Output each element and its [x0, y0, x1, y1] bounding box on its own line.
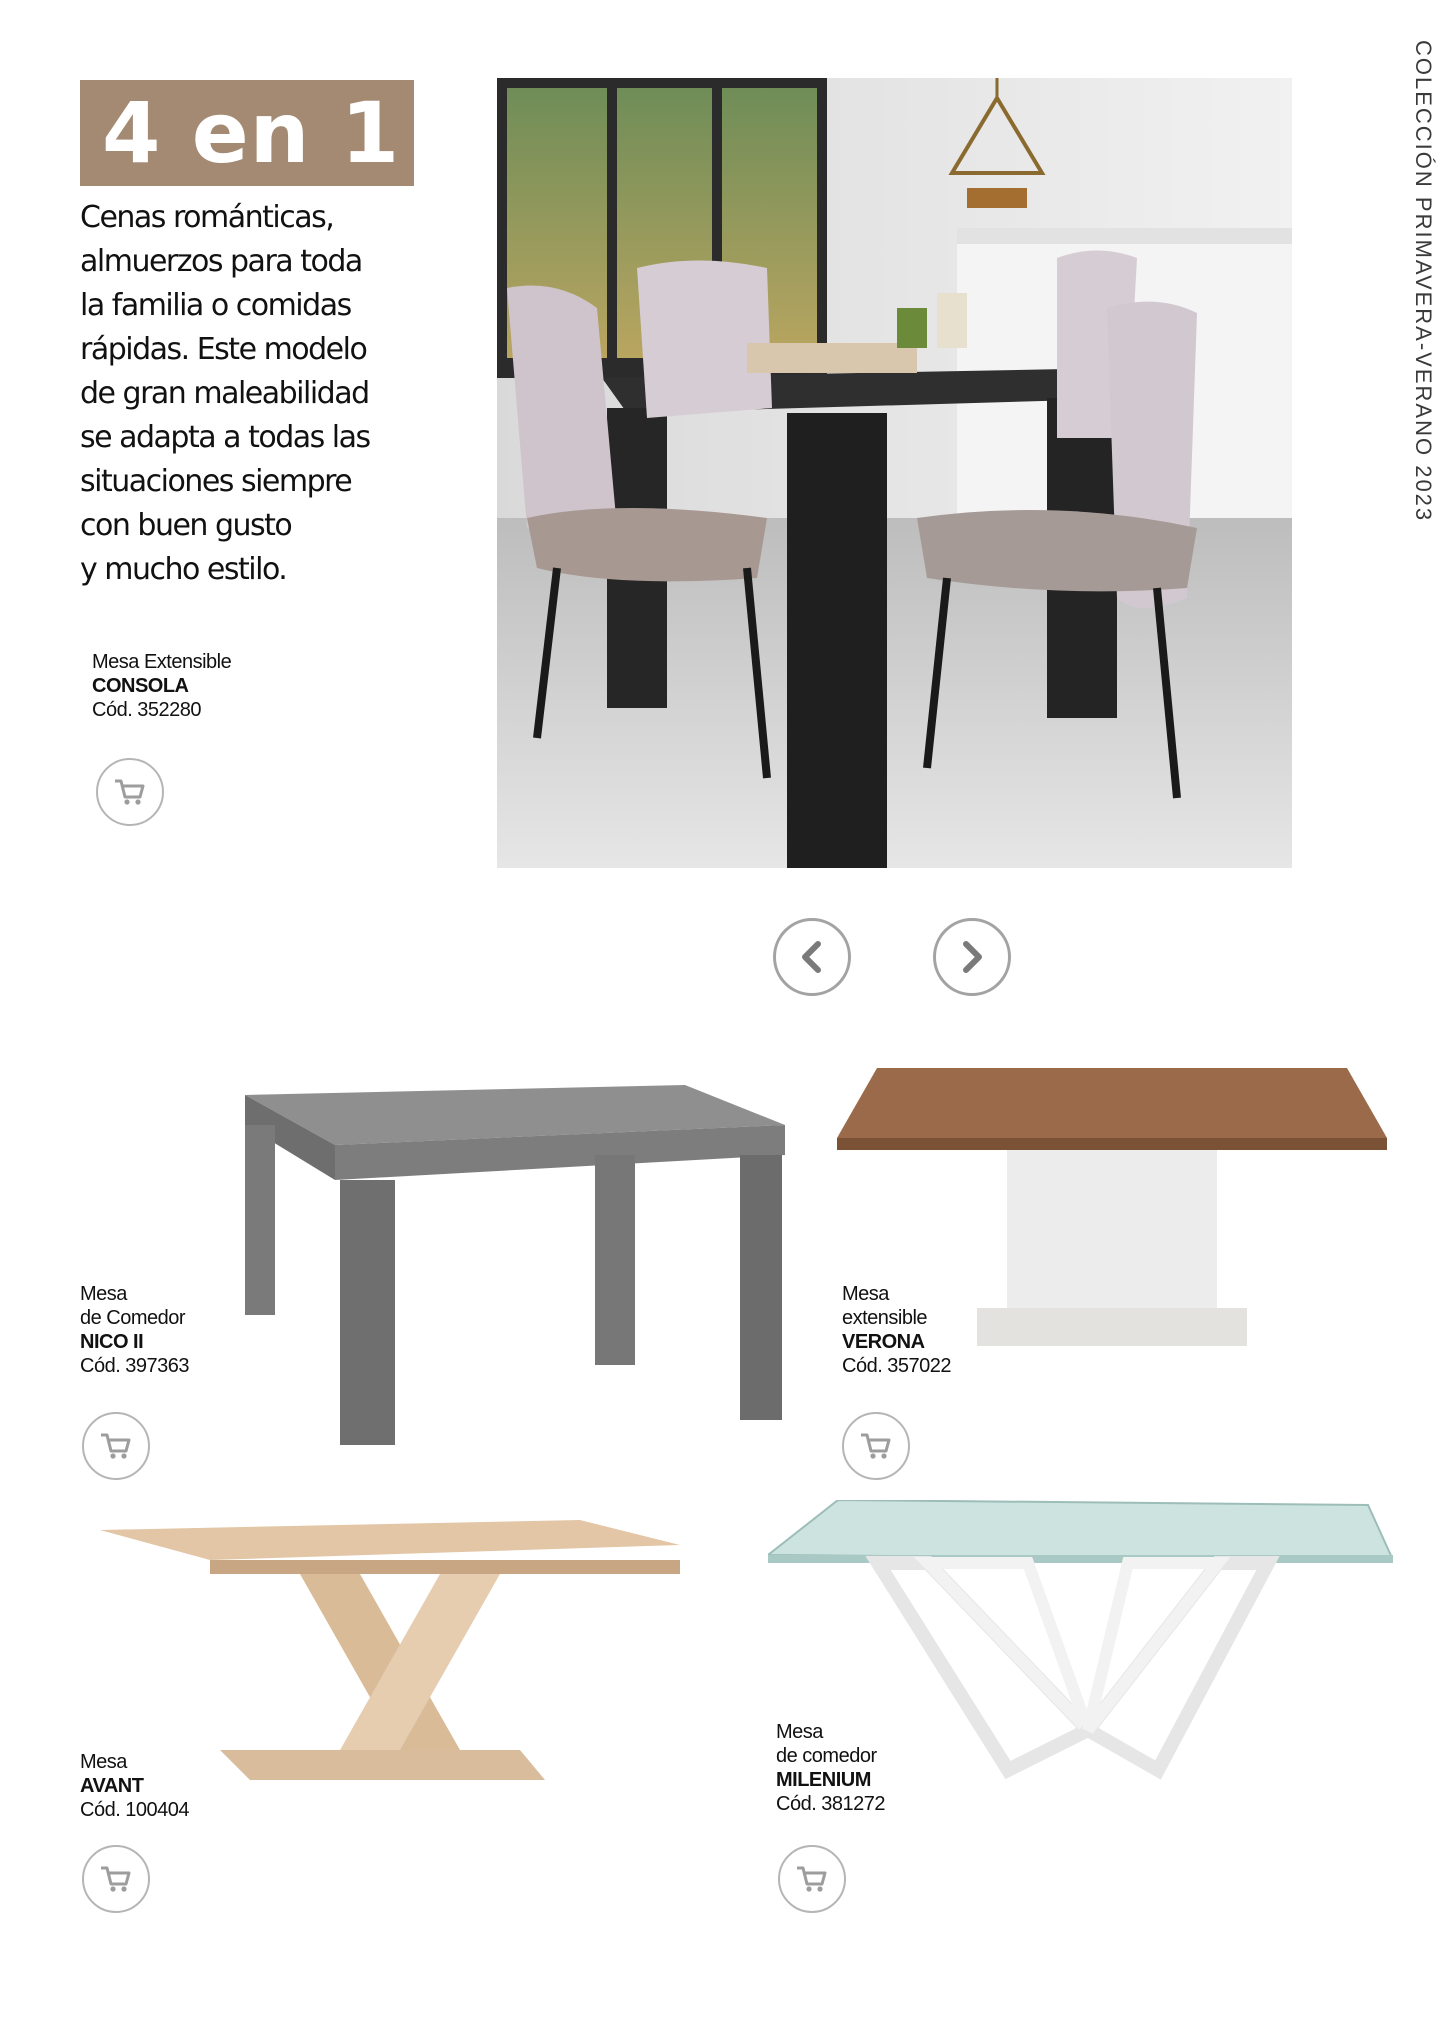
nico-name: NICO II — [80, 1331, 144, 1353]
consola-caption — [92, 650, 231, 722]
hero-photo — [497, 78, 1292, 868]
avant-caption — [80, 1750, 189, 1822]
collection-label: COLECCIÓN PRIMAVERA-VERANO 2023 — [1411, 40, 1436, 523]
avant-cart-button[interactable] — [82, 1845, 150, 1913]
milenium-code: Cód. 381272 — [776, 1793, 886, 1815]
shopping-cart-icon — [99, 1864, 133, 1894]
verona-type-2: extensible — [842, 1307, 928, 1329]
milenium-name: MILENIUM — [776, 1769, 871, 1791]
nico-cart-button[interactable] — [82, 1412, 150, 1480]
next-button[interactable] — [933, 918, 1011, 996]
milenium-caption — [776, 1720, 885, 1816]
verona-code: Cód. 357022 — [842, 1355, 952, 1377]
consola-cart-button[interactable] — [96, 758, 164, 826]
intro-line: se adapta a todas las — [80, 420, 370, 455]
milenium-type-2: de comedor — [776, 1745, 877, 1767]
intro-line: de gran maleabilidad — [80, 376, 369, 411]
shopping-cart-icon — [795, 1864, 829, 1894]
milenium-cart-button[interactable] — [778, 1845, 846, 1913]
dining-scene-illustration — [497, 78, 1292, 868]
verona-name: VERONA — [842, 1331, 925, 1353]
intro-line: Cenas románticas, — [80, 200, 334, 235]
verona-type: Mesa — [842, 1283, 889, 1305]
intro-paragraph — [80, 196, 420, 592]
nico-caption — [80, 1282, 189, 1378]
shopping-cart-icon — [99, 1431, 133, 1461]
nico-type: Mesa — [80, 1283, 127, 1305]
intro-line: la familia o comidas — [80, 288, 351, 323]
consola-type: Mesa Extensible — [92, 651, 232, 673]
consola-name: CONSOLA — [92, 675, 189, 697]
verona-cart-button[interactable] — [842, 1412, 910, 1480]
intro-line: y mucho estilo. — [80, 552, 287, 587]
nico-code: Cód. 397363 — [80, 1355, 190, 1377]
headline-box — [80, 80, 414, 186]
nico-table-illustration — [245, 1085, 785, 1445]
shopping-cart-icon — [859, 1431, 893, 1461]
headline-text: 4 en 1 — [102, 84, 401, 182]
consola-code: Cód. 352280 — [92, 699, 202, 721]
intro-line: almuerzos para toda — [80, 244, 362, 279]
nico-type-2: de Comedor — [80, 1307, 186, 1329]
shopping-cart-icon — [113, 777, 147, 807]
prev-button[interactable] — [773, 918, 851, 996]
verona-caption — [842, 1282, 951, 1378]
avant-type: Mesa — [80, 1751, 127, 1773]
chevron-right-icon — [957, 940, 987, 974]
milenium-type: Mesa — [776, 1721, 823, 1743]
chevron-left-icon — [797, 940, 827, 974]
avant-name: AVANT — [80, 1775, 144, 1797]
nico-table-image — [245, 1085, 785, 1445]
intro-line: con buen gusto — [80, 508, 292, 543]
intro-line: situaciones siempre — [80, 464, 352, 499]
avant-code: Cód. 100404 — [80, 1799, 190, 1821]
intro-line: rápidas. Este modelo — [80, 332, 367, 367]
